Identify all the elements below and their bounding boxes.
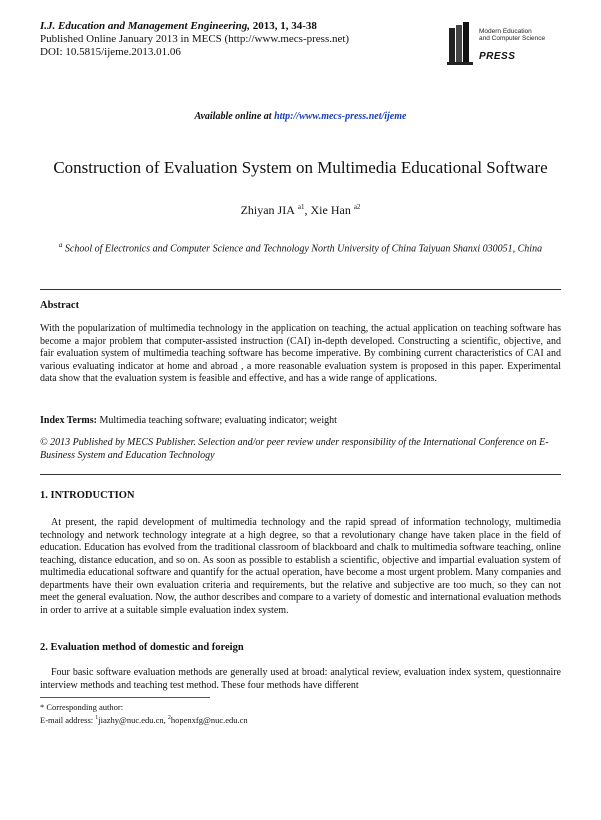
email-1-sup: 1 <box>95 715 99 721</box>
email-label: E-mail address: <box>40 714 96 725</box>
journal-url-link[interactable]: http://www.mecs-press.net/ijeme <box>274 111 407 122</box>
divider-bottom <box>40 474 561 475</box>
author-1-sup: a1 <box>297 203 305 211</box>
section-1-heading: 1. INTRODUCTION <box>40 490 135 501</box>
mecs-press-logo <box>445 14 575 84</box>
author-2-sup: a2 <box>353 203 361 211</box>
copyright-notice: © 2013 Published by MECS Publisher. Selection and/or peer review under responsibility of the International Conference on E-Business System and Education Technology <box>40 437 549 461</box>
volume-info: 2013, 1, 34-38 <box>249 20 317 32</box>
affiliation-sup: a <box>58 241 63 249</box>
author-1: Zhiyan JIA <box>240 203 295 217</box>
index-terms <box>40 415 561 428</box>
section-2-text: Four basic software evaluation methods are generally used at broad: analytical review, evaluation index system, questionnaire interview methods and teaching test method. These four methods have different <box>40 667 561 691</box>
email-2-sup: 2 <box>167 715 171 721</box>
journal-citation <box>40 20 349 33</box>
section-2-heading: 2. Evaluation method of domestic and foreign <box>40 642 244 653</box>
abstract-text: With the popularization of multimedia technology in the application on teaching, the actual application on teaching software has become a major problem that computer-assisted instruction (CAI) in-depth developed. Constructing a scientific, objective, and fair evaluation system of multimedia teaching software has become imperative. By combining current characteristics of CAI and various evaluating indicator at home and abroad , a more reasonable evaluation system is proposed in this paper. Experimental data show that the evaluation system is feasible and effective, and has a wide range of applications. <box>40 323 561 384</box>
affiliation <box>40 238 561 256</box>
abstract-heading: Abstract <box>40 300 80 311</box>
divider-top <box>40 289 561 290</box>
author-2: , Xie Han <box>304 203 351 217</box>
section-1-text: At present, the rapid development of multimedia technology and the rapid spread of information technology, multimedia technology and network technology integrate at a high degree, so that a revolutionary change have taken place in the field of education. Education has evolved from the traditional classroom of blackboard and chalk to multimedia software teaching, online teaching, distance education, and so on. As soon as possible to establish a scientific, objective and impartial evaluation system of multimedia educational software and quantify for the actual operation, have become a most urgent problem. Many companies and departments have their own evaluation criteria and requirements, but the relative and subjective are too much, so they can not meet the general evaluation. Now, the author describes and compare to a variety of domestic and international evaluation methods in order to arrive at a suitable simple evaluation index system. <box>40 517 561 616</box>
journal-header <box>40 20 349 59</box>
corresponding-author: * Corresponding author: <box>40 702 124 712</box>
paper-title: Construction of Evaluation System on Multimedia Educational Software <box>53 158 548 177</box>
footnote <box>40 702 248 726</box>
logo-line1: Modern Education <box>479 28 532 35</box>
authors <box>0 203 601 218</box>
logo-line2: and Computer Science <box>479 35 546 42</box>
logo-text <box>479 28 545 42</box>
available-online <box>0 111 601 122</box>
email-line <box>40 713 248 726</box>
published-line: Published Online January 2013 in MECS (http://www.mecs-press.net) <box>40 33 350 45</box>
email-1[interactable]: jiazhy@nuc.edu.cn, <box>98 714 168 725</box>
footnote-rule <box>40 697 210 698</box>
books-icon <box>447 22 473 66</box>
doi-line: DOI: 10.5815/ijeme.2013.01.06 <box>40 46 181 58</box>
available-online-prefix: Available online at <box>194 111 275 122</box>
logo-press: PRESS <box>479 51 516 62</box>
index-terms-label: Index Terms: <box>40 415 97 426</box>
journal-name: I.J. Education and Management Engineering, <box>40 20 250 32</box>
affiliation-text: School of Electronics and Computer Science and Technology North University of China Taiyuan Shanxi 030051, China <box>64 243 543 255</box>
email-2[interactable]: hopenxfg@nuc.edu.cn <box>170 714 248 725</box>
index-terms-text: Multimedia teaching software; evaluating indicator; weight <box>96 415 337 426</box>
